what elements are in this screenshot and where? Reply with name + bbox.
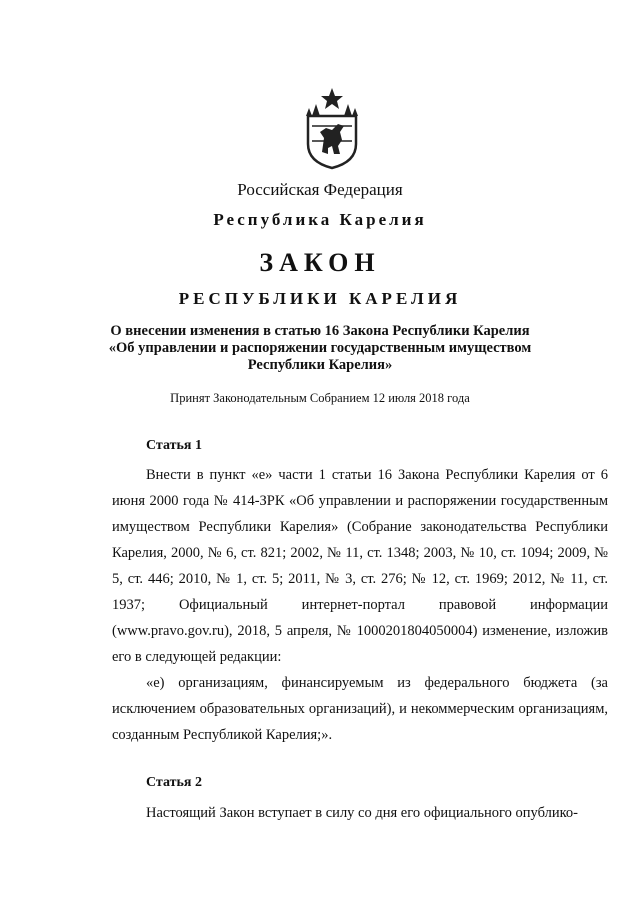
article-1-paragraph: Внести в пункт «е» части 1 статьи 16 Закона Республики Карелия от 6 июня 2000 года № 414-ЗРК «Об управлении и распоряжении государственным имуществом Республики Карелия» (Собрание законодательства Республики Карелия, 2000, № 6, ст. 821; 2002, № 11, ст. 1348; 2003, № 10, ст. 1094; 2009, № 5, ст. 446; 2010, № 1, ст. 5; 2011, № 3, ст. 276; № 12, ст. 1969; 2012, № 11, ст. 1937; Официальный интернет-портал правовой информации (www.pravo.gov.ru), 2018, 5 апреля, № 1000201804050004) изменение, изложив его в следующей редакции: xyxy=(112,467,608,665)
article-2-paragraph: Настоящий Закон вступает в силу со дня его официального опублико- xyxy=(146,805,578,821)
document-subject xyxy=(0,323,640,374)
article-1-heading: Статья 1 xyxy=(146,438,202,453)
subject-line: О внесении изменения в статью 16 Закона Республики Карелия xyxy=(110,323,530,339)
republic-name: Республика Карелия xyxy=(213,210,427,229)
country-name: Российская Федерация xyxy=(237,180,403,199)
document-issuer: РЕСПУБЛИКИ КАРЕЛИЯ xyxy=(178,289,462,308)
karelia-coat-of-arms-icon xyxy=(302,86,362,170)
article-2-body xyxy=(112,800,608,826)
adoption-note: Принят Законодательным Собранием 12 июля 2018 года xyxy=(170,391,470,405)
article-1-body xyxy=(112,462,608,748)
subject-line: «Об управлении и распоряжении государственным имуществом xyxy=(108,340,532,356)
article-1-paragraph: «е) организациям, финансируемым из федерального бюджета (за исключением образовательных организаций), и некоммерческим организациям, созданным Республикой Карелия;». xyxy=(112,675,608,743)
subject-line: Республики Карелия» xyxy=(247,357,393,373)
article-2-heading: Статья 2 xyxy=(146,775,202,790)
document-type: ЗАКОН xyxy=(259,248,381,277)
